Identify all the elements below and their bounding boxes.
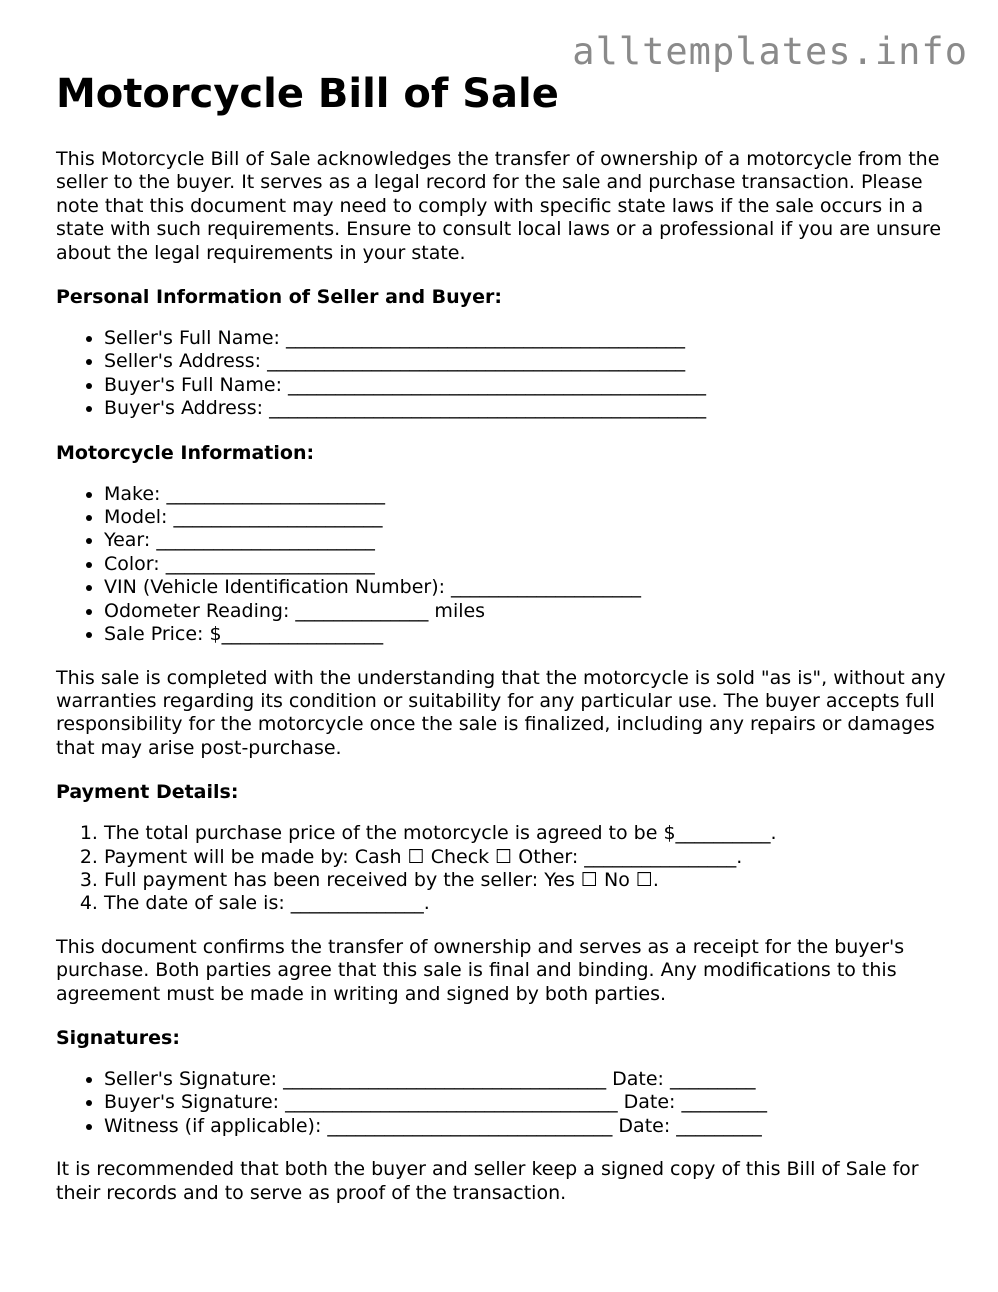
motorcycle-info-heading: Motorcycle Information: xyxy=(56,441,315,464)
document-page xyxy=(56,70,956,1225)
odometer-field: • Odometer Reading: ______________ miles xyxy=(104,600,956,623)
signatures-list xyxy=(56,1068,956,1138)
payment-received-item: 3. Full payment has been received by the seller: Yes ☐ No ☐. xyxy=(104,869,956,892)
buyer-signature-field: • Buyer's Signature: ___________________________________ Date: _________ xyxy=(104,1091,956,1114)
purchase-price-item: 1. The total purchase price of the motorcycle is agreed to be $__________. xyxy=(104,822,956,845)
signatures-heading: Signatures: xyxy=(56,1026,180,1049)
closing-paragraph: It is recommended that both the buyer and seller keep a signed copy of this Bill of Sale for their records and to serve as proof of the transaction. xyxy=(56,1158,919,1204)
payment-details-list xyxy=(56,822,956,916)
vin-field: • VIN (Vehicle Identification Number): ____________________ xyxy=(104,576,956,599)
as-is-paragraph: This sale is completed with the understanding that the motorcycle is sold "as is", without any warranties regarding its condition or suitability for any particular use. The buyer accepts full responsibility for the motorcycle once the sale is finalized, including any repairs or damages that may arise post-purchase. xyxy=(56,666,946,759)
seller-signature-field: • Seller's Signature: __________________________________ Date: _________ xyxy=(104,1068,956,1091)
make-field: • Make: _______________________ xyxy=(104,483,956,506)
payment-details-heading: Payment Details: xyxy=(56,781,239,804)
buyer-name-field: • Buyer's Full Name: ____________________________________________ xyxy=(104,374,956,397)
personal-info-list xyxy=(56,327,956,421)
sale-date-item: 4. The date of sale is: ______________. xyxy=(104,892,956,915)
year-field: • Year: _______________________ xyxy=(104,529,956,552)
motorcycle-info-list xyxy=(56,483,956,647)
payment-method-item: 2. Payment will be made by: Cash ☐ Check ☐ Other: ________________. xyxy=(104,846,956,869)
confirmation-paragraph: This document confirms the transfer of ownership and serves as a receipt for the buyer's purchase. Both parties agree that this sale is final and binding. Any modifications to this agreement must be made in writing and signed by both parties. xyxy=(56,935,905,1005)
model-field: • Model: ______________________ xyxy=(104,506,956,529)
witness-signature-field: • Witness (if applicable): ______________________________ Date: _________ xyxy=(104,1115,956,1138)
seller-name-field: • Seller's Full Name: __________________________________________ xyxy=(104,327,956,350)
sale-price-field: • Sale Price: $_________________ xyxy=(104,623,956,646)
color-field: • Color: ______________________ xyxy=(104,553,956,576)
seller-address-field: • Seller's Address: ____________________________________________ xyxy=(104,350,956,373)
watermark: alltemplates.info xyxy=(572,30,968,73)
intro-paragraph: This Motorcycle Bill of Sale acknowledges the transfer of ownership of a motorcycle from the seller to the buyer. It serves as a legal record for the sale and purchase transaction. Please note that this document may need to comply with specific state laws if the sale occurs in a state with such requirements. Ensure to consult local laws or a professional if you are unsure about the legal requirements in your state. xyxy=(56,148,942,264)
page-title: Motorcycle Bill of Sale xyxy=(56,71,559,117)
personal-info-heading: Personal Information of Seller and Buyer: xyxy=(56,286,502,309)
buyer-address-field: • Buyer's Address: ______________________________________________ xyxy=(104,397,956,420)
